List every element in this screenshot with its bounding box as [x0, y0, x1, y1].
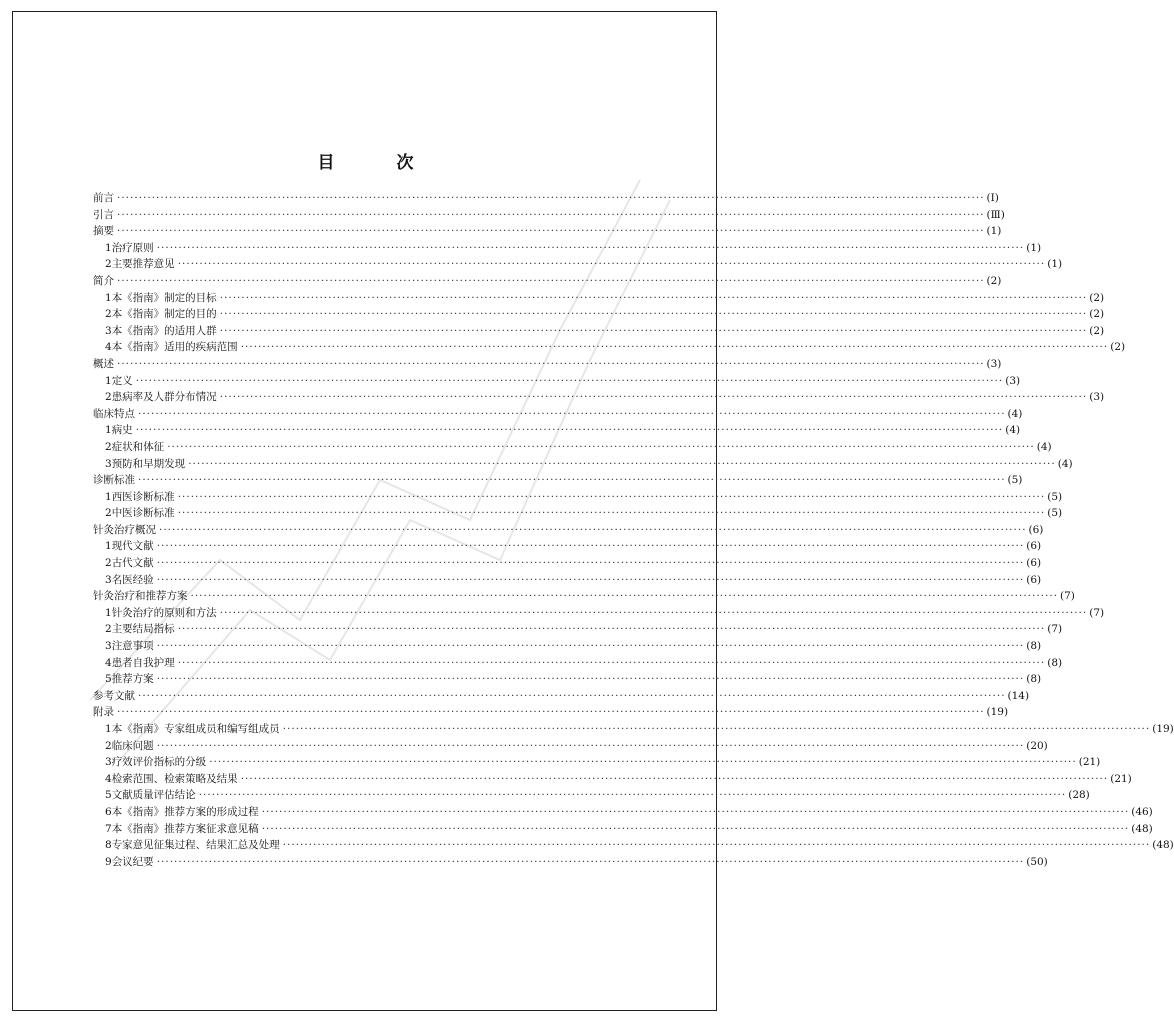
toc-leader-dots: ········································································································································································································ — [135, 424, 1004, 437]
toc-leader-dots: ········································································································································································································ — [117, 357, 985, 370]
toc-entry[interactable] — [93, 522, 1044, 539]
toc-entry-title: 主要结局指标 — [111, 623, 175, 636]
toc-entry-number: 1 — [105, 540, 112, 553]
toc-leader-dots: ········································································································································································································ — [219, 606, 1088, 619]
toc-entry[interactable] — [93, 588, 1075, 605]
toc-entry[interactable] — [93, 854, 1048, 871]
toc-entry-title: 简介 — [93, 274, 114, 287]
toc-entry-page: (3) — [1089, 391, 1105, 404]
toc-leader-dots: ········································································································································································································ — [156, 573, 1025, 586]
toc-entry-number: 3 — [105, 324, 112, 337]
toc-entry[interactable] — [93, 621, 1063, 638]
toc-entry[interactable] — [93, 223, 1002, 240]
toc-entry-page: (5) — [1047, 490, 1063, 503]
toc-entry[interactable] — [93, 572, 1042, 589]
toc-entry-title: 针灸治疗的原则和方法 — [111, 606, 217, 619]
toc-entry-title: 西医诊断标准 — [111, 490, 175, 503]
toc-leader-dots: ········································································································································································································ — [240, 772, 1109, 785]
toc-entry-page: (6) — [1026, 557, 1042, 570]
toc-entry[interactable] — [93, 771, 1132, 788]
toc-entry[interactable] — [93, 339, 1126, 356]
toc-entry[interactable] — [93, 505, 1063, 522]
toc-leader-dots: ········································································································································································································ — [177, 623, 1046, 636]
toc-leader-dots: ········································································································································································································ — [117, 225, 985, 238]
toc-entry-title: 临床特点 — [93, 407, 135, 420]
toc-entry-number: 3 — [105, 457, 112, 470]
toc-leader-dots: ········································································································································································································ — [117, 192, 985, 204]
toc-entry[interactable] — [93, 671, 1042, 688]
toc-entry-page: (4) — [1007, 407, 1023, 420]
toc-entry-page: (2) — [1089, 308, 1105, 321]
toc-entry[interactable] — [93, 439, 1052, 456]
toc-entry[interactable] — [93, 704, 1009, 721]
toc-leader-dots: ········································································································································································································ — [156, 557, 1025, 570]
toc-leader-dots: ········································································································································································································ — [240, 341, 1109, 354]
toc-entry-page: (19) — [1152, 723, 1174, 735]
toc-entry[interactable] — [93, 837, 1174, 854]
toc-entry-title: 针灸治疗和推荐方案 — [93, 590, 188, 603]
toc-entry[interactable] — [93, 389, 1105, 406]
toc-entry-title: 会议纪要 — [111, 855, 154, 868]
toc-leader-dots: ········································································································································································································ — [117, 208, 985, 221]
toc-entry-page: (48) — [1131, 822, 1153, 835]
toc-entry-number: 4 — [105, 656, 112, 669]
toc-entry-page: (14) — [1007, 689, 1030, 702]
toc-leader-dots: ········································································································································································································ — [209, 756, 1077, 769]
toc-leader-dots: ········································································································································································································ — [261, 805, 1130, 818]
toc-leader-dots: ········································································································································································································ — [198, 789, 1067, 802]
toc-entry-page: (4) — [1005, 424, 1021, 437]
toc-entry-number: 2 — [105, 308, 112, 321]
toc-leader-dots: ········································································································································································································ — [177, 507, 1046, 520]
toc-entry[interactable] — [93, 406, 1023, 423]
table-of-contents — [93, 190, 1174, 870]
toc-entry[interactable] — [93, 472, 1023, 489]
toc-entry[interactable] — [93, 456, 1073, 473]
toc-entry-title: 本《指南》制定的目标 — [111, 291, 217, 304]
toc-entry-page: (19) — [986, 706, 1009, 719]
toc-entry[interactable] — [93, 489, 1063, 506]
toc-entry[interactable] — [93, 754, 1101, 771]
toc-entry-title: 本《指南》适用的疾病范围 — [111, 341, 238, 354]
toc-entry-number: 2 — [105, 739, 112, 752]
toc-entry-page: (Ⅰ) — [986, 192, 999, 204]
toc-entry-page: (1) — [1047, 258, 1063, 271]
toc-entry-title: 概述 — [93, 357, 114, 370]
toc-entry-number: 1 — [105, 490, 112, 503]
toc-entry-number: 3 — [105, 573, 112, 586]
toc-leader-dots: ········································································································································································································ — [219, 291, 1088, 304]
toc-entry-number: 5 — [105, 673, 112, 686]
toc-entry[interactable] — [93, 538, 1042, 555]
toc-entry-number: 7 — [105, 822, 112, 835]
toc-entry-page: (5) — [1007, 474, 1023, 487]
toc-entry-title: 摘要 — [93, 225, 114, 238]
toc-entry-title: 专家意见征集过程、结果汇总及处理 — [111, 839, 280, 852]
toc-entry-number: 2 — [105, 623, 112, 636]
toc-entry[interactable] — [93, 306, 1105, 323]
toc-entry-number: 4 — [105, 772, 112, 785]
toc-entry-number: 5 — [105, 789, 112, 802]
toc-leader-dots: ········································································································································································································ — [156, 540, 1025, 553]
toc-entry-page: (1) — [986, 225, 1002, 238]
toc-leader-dots: ········································································································································································································ — [188, 457, 1056, 470]
toc-entry-number: 3 — [105, 756, 112, 769]
toc-entry-page: (7) — [1060, 590, 1075, 603]
toc-entry[interactable] — [93, 821, 1153, 838]
toc-leader-dots: ········································································································································································································ — [156, 739, 1025, 752]
toc-entry-page: (8) — [1026, 673, 1042, 686]
toc-entry-page: (28) — [1068, 789, 1090, 802]
toc-entry[interactable] — [93, 422, 1021, 439]
toc-entry-number: 1 — [105, 241, 112, 254]
toc-entry-title: 治疗原则 — [111, 241, 154, 254]
toc-leader-dots: ········································································································································································································ — [190, 590, 1059, 603]
toc-entry-page: (20) — [1026, 739, 1048, 752]
toc-entry-page: (2) — [1089, 324, 1105, 337]
toc-entry-title: 中医诊断标准 — [111, 507, 175, 520]
toc-entry[interactable] — [93, 373, 1021, 390]
toc-entry-page: (5) — [1047, 507, 1063, 520]
toc-leader-dots: ········································································································································································································ — [282, 723, 1151, 735]
toc-entry-title: 前言 — [93, 192, 114, 204]
toc-entry-page: (7) — [1089, 606, 1105, 619]
toc-entry-title: 文献质量评估结论 — [111, 789, 196, 802]
toc-leader-dots: ········································································································································································································ — [219, 324, 1088, 337]
toc-entry-title: 临床问题 — [111, 739, 154, 752]
toc-entry-title: 主要推荐意见 — [111, 258, 175, 271]
toc-leader-dots: ········································································································································································································ — [156, 673, 1025, 686]
toc-leader-dots: ········································································································································································································ — [138, 474, 1006, 487]
toc-entry-title: 注意事项 — [111, 640, 154, 653]
toc-entry-title: 症状和体征 — [111, 440, 165, 453]
toc-entry[interactable] — [93, 688, 1030, 705]
toc-entry-number: 2 — [105, 440, 112, 453]
toc-entry-title: 参考文献 — [93, 689, 135, 702]
toc-entry-title: 患者自我护理 — [111, 656, 175, 669]
toc-entry-page: (7) — [1047, 623, 1063, 636]
toc-entry-title: 引言 — [93, 208, 114, 221]
toc-entry[interactable] — [93, 555, 1042, 572]
toc-entry-title: 古代文献 — [111, 557, 154, 570]
toc-entry-title: 预防和早期发现 — [111, 457, 186, 470]
toc-entry[interactable] — [93, 787, 1090, 804]
toc-entry[interactable] — [93, 290, 1105, 307]
toc-leader-dots: ········································································································································································································ — [156, 640, 1025, 653]
toc-entry[interactable] — [93, 207, 1005, 224]
toc-entry-number: 4 — [105, 341, 112, 354]
toc-entry-title: 现代文献 — [111, 540, 154, 553]
toc-leader-dots: ········································································································································································································ — [138, 407, 1006, 420]
toc-entry-page: (50) — [1026, 855, 1048, 868]
toc-entry-number: 2 — [105, 557, 112, 570]
toc-leader-dots: ········································································································································································································ — [156, 855, 1025, 868]
toc-entry[interactable] — [93, 804, 1153, 821]
toc-entry-title: 附录 — [93, 706, 114, 719]
toc-leader-dots: ········································································································································································································ — [177, 490, 1046, 503]
toc-entry-title: 本《指南》制定的目的 — [111, 308, 217, 321]
toc-entry-number: 3 — [105, 640, 112, 653]
toc-entry-page: (48) — [1152, 839, 1174, 852]
toc-entry[interactable] — [93, 240, 1042, 257]
toc-entry-page: (2) — [1110, 341, 1126, 354]
toc-entry[interactable] — [93, 273, 1002, 290]
toc-entry[interactable] — [93, 655, 1063, 672]
toc-entry-page: (3) — [1005, 374, 1021, 387]
toc-leader-dots: ········································································································································································································ — [219, 308, 1088, 321]
toc-entry-number: 6 — [105, 805, 112, 818]
toc-leader-dots: ········································································································································································································ — [117, 274, 985, 287]
toc-leader-dots: ········································································································································································································ — [177, 656, 1046, 669]
toc-leader-dots: ········································································································································································································ — [159, 523, 1027, 536]
toc-entry-title: 推荐方案 — [111, 673, 154, 686]
toc-leader-dots: ········································································································································································································ — [135, 374, 1004, 387]
toc-entry-title: 病史 — [111, 424, 133, 437]
toc-entry[interactable] — [93, 356, 1002, 373]
toc-entry-title: 名医经验 — [111, 573, 154, 586]
toc-entry-page: (6) — [1026, 540, 1042, 553]
toc-entry-number: 1 — [105, 723, 112, 735]
toc-entry-number: 2 — [105, 258, 112, 271]
toc-entry-page: (3) — [986, 357, 1002, 370]
toc-entry-page: (21) — [1078, 756, 1101, 769]
toc-entry-title: 检索范围、检索策略及结果 — [111, 772, 238, 785]
toc-entry-page: (8) — [1026, 640, 1042, 653]
toc-entry-title: 本《指南》推荐方案征求意见稿 — [111, 822, 259, 835]
toc-entry-page: (21) — [1110, 772, 1132, 785]
toc-entry[interactable] — [93, 738, 1048, 755]
toc-entry-title: 定义 — [111, 374, 133, 387]
toc-entry-page: (8) — [1047, 656, 1063, 669]
toc-entry-number: 1 — [105, 606, 112, 619]
toc-entry-title: 本《指南》专家组成员和编写组成员 — [111, 723, 280, 735]
toc-entry-page: (2) — [986, 274, 1002, 287]
toc-leader-dots: ········································································································································································································ — [177, 258, 1046, 271]
toc-entry-number: 8 — [105, 839, 112, 852]
toc-entry-number: 2 — [105, 507, 112, 520]
toc-entry[interactable] — [93, 638, 1042, 655]
toc-entry-page: (4) — [1057, 457, 1073, 470]
toc-entry-page: (1) — [1026, 241, 1042, 254]
toc-entry-number: 1 — [105, 291, 112, 304]
toc-entry[interactable] — [93, 323, 1105, 340]
toc-entry-number: 9 — [105, 855, 112, 868]
toc-entry[interactable] — [93, 721, 1174, 738]
toc-entry-number: 2 — [105, 391, 112, 404]
toc-entry-title: 疗效评价指标的分级 — [111, 756, 207, 769]
toc-leader-dots: ········································································································································································································ — [167, 440, 1035, 453]
toc-entry-number: 1 — [105, 424, 112, 437]
toc-entry-title: 诊断标准 — [93, 474, 135, 487]
toc-leader-dots: ········································································································································································································ — [261, 822, 1130, 835]
toc-leader-dots: ········································································································································································································ — [117, 706, 985, 719]
toc-leader-dots: ········································································································································································································ — [138, 689, 1006, 702]
toc-entry-number: 1 — [105, 374, 112, 387]
toc-entry[interactable] — [93, 256, 1063, 273]
toc-leader-dots: ········································································································································································································ — [219, 391, 1088, 404]
toc-entry[interactable] — [93, 605, 1105, 622]
toc-entry-title: 本《指南》推荐方案的形成过程 — [111, 805, 259, 818]
toc-leader-dots: ········································································································································································································ — [156, 241, 1025, 254]
toc-entry-page: (6) — [1028, 523, 1044, 536]
toc-entry-page: (2) — [1089, 291, 1105, 304]
toc-entry-page: (Ⅲ) — [986, 208, 1005, 221]
toc-entry[interactable] — [93, 190, 999, 207]
toc-leader-dots: ········································································································································································································ — [282, 839, 1151, 852]
toc-entry-page: (4) — [1036, 440, 1052, 453]
page-title: 目 次 — [317, 153, 442, 173]
toc-entry-page: (6) — [1026, 573, 1042, 586]
toc-entry-page: (46) — [1131, 805, 1153, 818]
toc-entry-title: 本《指南》的适用人群 — [111, 324, 217, 337]
toc-entry-title: 患病率及人群分布情况 — [111, 391, 217, 404]
toc-entry-title: 针灸治疗概况 — [93, 523, 156, 536]
